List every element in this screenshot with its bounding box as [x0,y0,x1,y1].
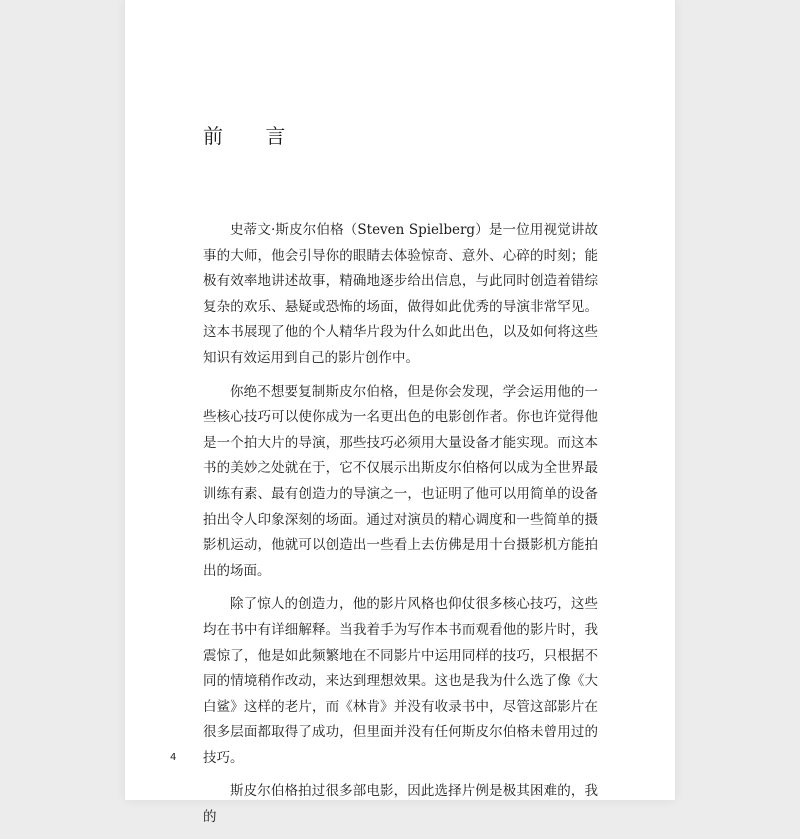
page-number: 4 [170,752,177,763]
paragraph-2: 你绝不想要复制斯皮尔伯格，但是你会发现，学会运用他的一些核心技巧可以使你成为一名更出色的电影创作者。你也许觉得他是一个拍大片的导演，那些技巧必须用大量设备才能实现。而这本书的美妙之处就在于，它不仅展示出斯皮尔伯格何以成为全世界最训练有素、最有创造力的导演之一，也证明了他可以用简单的设备拍出令人印象深刻的场面。通过对演员的精心调度和一些简单的摄影机运动，他就可以创造出一些看上去仿佛是用十台摄影机方能拍出的场面。 [203,383,598,579]
body-text [203,218,598,839]
paragraph-1: 史蒂文·斯皮尔伯格（Steven Spielberg）是一位用视觉讲故事的大师，他会引导你的眼睛去体验惊奇、意外、心碎的时刻；能极有效率地讲述故事，精确地逐步给出信息，与此同时创造着错综复杂的欢乐、悬疑或恐怖的场面，做得如此优秀的导演非常罕见。这本书展现了他的个人精华片段为什么如此出色，以及如何将这些知识有效运用到自己的影片创作中。 [203,222,598,366]
paragraph-3: 除了惊人的创造力，他的影片风格也仰仗很多核心技巧，这些均在书中有详细解释。当我着手为写作本书而观看他的影片时，我震惊了，他是如此频繁地在不同影片中运用同样的技巧，只根据不同的情境稍作改动，来达到理想效果。这也是我为什么选了像《大白鲨》这样的老片，而《林肯》并没有收录书中，尽管这部影片在很多层面都取得了成功，但里面并没有任何斯皮尔伯格未曾用过的技巧。 [203,596,598,766]
paragraph-4: 斯皮尔伯格拍过很多部电影，因此选择片例是极其困难的，我的 [203,783,598,826]
chapter-title: 前 言 [203,124,304,148]
book-page [125,0,675,826]
